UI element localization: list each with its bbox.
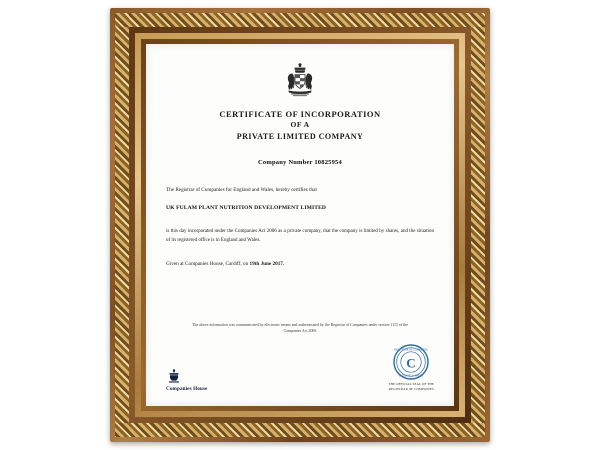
registrar-statement: The Registrar of Companies for England and Wales, hereby certifies that <box>166 186 317 193</box>
companies-house-logo <box>166 368 207 392</box>
company-name: UK FULAM PLANT NUTRITION DEVELOPMENT LIMITED <box>166 205 327 212</box>
company-number-row <box>166 159 434 166</box>
svg-text:ENGLAND & WALES: ENGLAND & WALES <box>399 374 424 378</box>
given-at-prefix: Given at Companies House, Cardiff, on <box>166 261 250 268</box>
certificate-title-line2: OF A <box>290 120 310 130</box>
seal-caption-line2: REGISTRAR OF COMPANIES <box>388 387 434 392</box>
company-number-label: Company Number <box>258 158 313 166</box>
official-seal-icon <box>393 344 429 380</box>
certificate-title-line3: PRIVATE LIMITED COMPANY <box>236 132 364 142</box>
svg-text:C: C <box>406 355 416 371</box>
svg-text:REGISTRAR OF COMPANIES: REGISTRAR OF COMPANIES <box>394 349 429 353</box>
given-at-date: 19th June 2017. <box>249 261 285 268</box>
certificate-title <box>166 108 434 143</box>
certificate-title-line1: CERTIFICATE OF INCORPORATION <box>219 109 381 119</box>
companies-house-label: Companies House <box>166 386 208 392</box>
electronic-authentication-footnote: The above information was communicated by electronic means and authenticated by the Registrar of Companies under section 1115 of the Companies Act 2006 <box>192 322 408 333</box>
given-at-line <box>166 261 434 267</box>
royal-coat-of-arms-icon <box>280 62 320 98</box>
incorporation-paragraph: is this day incorporated under the Companies Act 2006 as a private company, that the company is limited by shares, and the situation of its registered office is in England and Wales. <box>166 229 434 243</box>
official-seal <box>388 344 434 392</box>
picture-frame <box>110 8 490 442</box>
company-number-value: 10825954 <box>314 158 342 166</box>
certificate-footer <box>166 344 434 392</box>
seal-caption-line1: THE OFFICIAL SEAL OF THE <box>388 382 434 387</box>
companies-house-crown-icon <box>166 368 182 384</box>
certificate-document <box>146 44 454 406</box>
seal-caption <box>388 382 434 392</box>
